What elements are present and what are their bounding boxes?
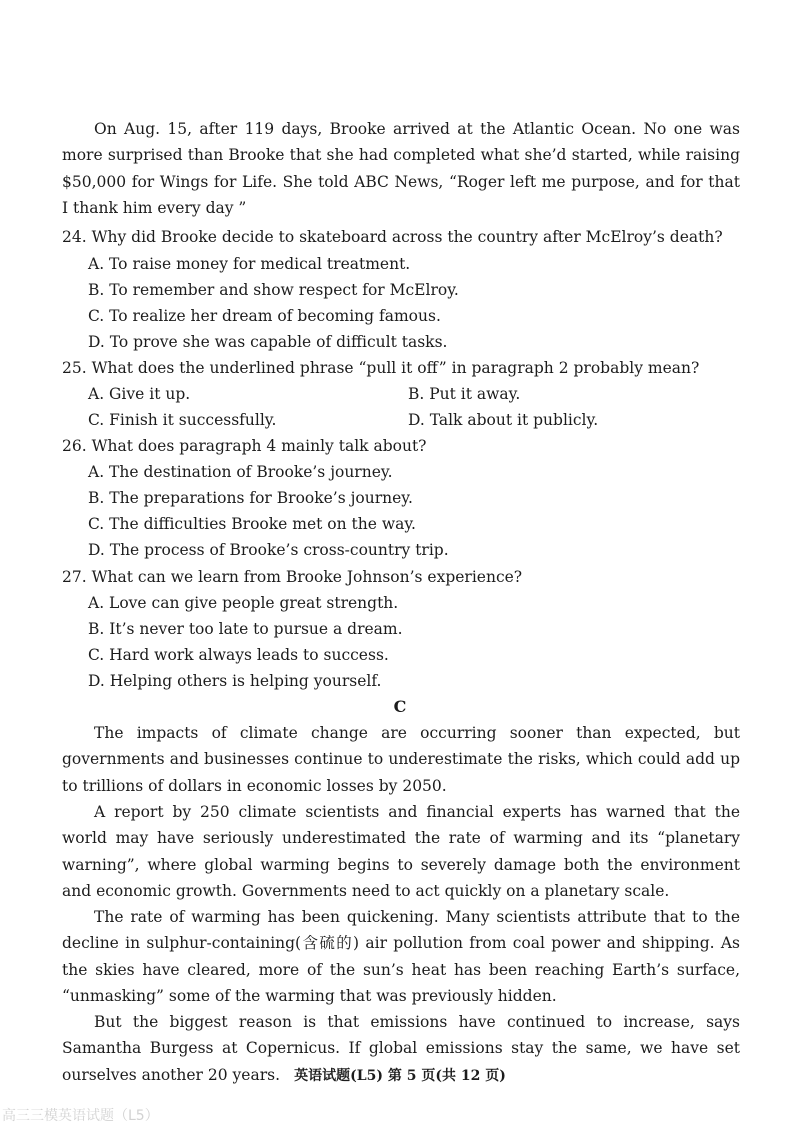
question-26-option-a: A. The destination of Brooke’s journey. [88,463,393,481]
question-25-option-a: A. Give it up. [88,385,191,403]
question-25-option-c: C. Finish it successfully. [88,411,277,429]
question-27-option-a: A. Love can give people great strength. [88,594,399,612]
passage-c-paragraph-2: A report by 250 climate scientists and financial experts has warned that the world may have seriously underestimated the rate of warming and its “planetary warning”, where global warming begins to severely damage both the environment and economic growth. Governments need to act quickly on a planetary scale. [62,803,740,901]
passage-c-paragraph-3: The rate of warming has been quickening. Many scientists attribute that to the decline in sulphur-containing(含硫的) air pollution from coal power and shipping. As the skies have cleared, more of the sun’s heat has been reaching Earth’s surface, “unmasking” some of the warming that was previously hidden. [62,908,740,1006]
question-27-option-c: C. Hard work always leads to success. [88,646,389,664]
question-26-option-c: C. The difficulties Brooke met on the way. [88,515,416,533]
question-26-stem: 26. What does paragraph 4 mainly talk about? [62,437,427,455]
question-25-option-b: B. Put it away. [408,385,521,403]
question-24-option-d: D. To prove she was capable of difficult tasks. [88,333,448,351]
question-24-stem: 24. Why did Brooke decide to skateboard across the country after McElroy’s death? [62,228,723,246]
question-26-option-d: D. The process of Brooke’s cross-country trip. [88,541,449,559]
question-27-option-d: D. Helping others is helping yourself. [88,672,382,690]
question-26-option-b: B. The preparations for Brooke’s journey. [88,489,413,507]
watermark-text: 高三三模英语试题（L5） [2,1108,159,1124]
question-25-stem: 25. What does the underlined phrase “pull it off” in paragraph 2 probably mean? [62,359,700,377]
question-24-option-b: B. To remember and show respect for McElroy. [88,281,459,299]
question-25-option-d: D. Talk about it publicly. [408,411,599,429]
question-27-option-b: B. It’s never too late to pursue a dream. [88,620,403,638]
page-footer: 英语试题(L5) 第 5 页(共 12 页) [294,1068,506,1084]
question-24-option-a: A. To raise money for medical treatment. [88,255,411,273]
passage-c-paragraph-1: The impacts of climate change are occurring sooner than expected, but governments and businesses continue to underestimate the risks, which could add up to trillions of dollars in economic losses by 2050. [62,724,740,795]
passage-b-final-paragraph: On Aug. 15, after 119 days, Brooke arrived at the Atlantic Ocean. No one was more surprised than Brooke that she had completed what she’d started, while raising $50,000 for Wings for Life. She told ABC News, “Roger left me purpose, and for that I thank him every day ” [62,120,740,218]
question-27-stem: 27. What can we learn from Brooke Johnson’s experience? [62,568,523,586]
passage-c-paragraph-4: But the biggest reason is that emissions have continued to increase, says Samantha Burgess at Copernicus. If global emissions stay the same, we have set ourselves another 20 years. [62,1013,740,1084]
question-24-option-c: C. To realize her dream of becoming famous. [88,307,441,325]
passage-c-heading: C [393,697,407,716]
